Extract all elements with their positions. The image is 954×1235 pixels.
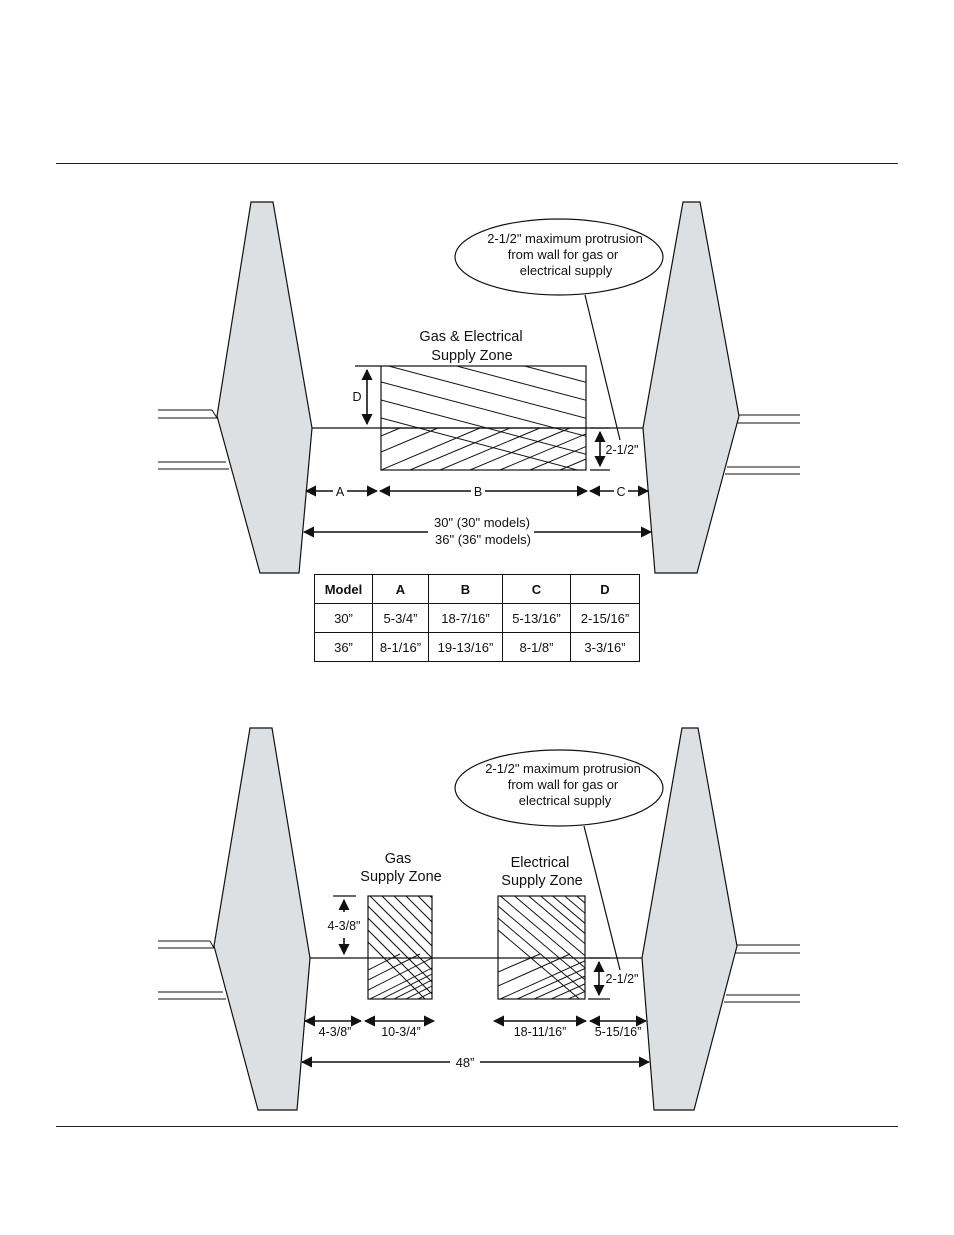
table-row	[315, 633, 640, 662]
dimensions-table	[314, 574, 640, 662]
elec-label-line-1: Electrical	[510, 855, 570, 871]
elec-label-line-2: Supply Zone	[501, 873, 583, 889]
table-header-row	[315, 575, 640, 604]
table-cell: 5-13/16”	[503, 604, 571, 633]
callout2-line-3: electrical supply	[518, 793, 612, 808]
table-cell: 19-13/16”	[429, 633, 503, 662]
dim-protrusion-label: 2-1/2"	[605, 443, 639, 457]
table-row	[315, 604, 640, 633]
right-wall-section	[643, 202, 739, 573]
dim-3-label: 18-11/16”	[513, 1025, 567, 1039]
dim-1-label: 4-3/8”	[318, 1025, 352, 1039]
dim-2-label: 10-3/4”	[381, 1025, 421, 1039]
table-cell: 30”	[315, 604, 373, 633]
overall-width-line-1: 30" (30" models)	[434, 515, 530, 530]
overall-width-label-2: 48”	[455, 1055, 475, 1070]
dim-c-label: C	[616, 485, 626, 499]
callout-line-2: from wall for gas or	[507, 247, 619, 262]
table-header: Model	[315, 575, 373, 604]
dim-protrusion-label-2: 2-1/2"	[605, 972, 639, 986]
table-cell: 36”	[315, 633, 373, 662]
gas-label-line-1: Gas	[384, 851, 412, 867]
table-header: C	[503, 575, 571, 604]
dim-height-label: 4-3/8"	[327, 919, 361, 933]
table-cell: 2-15/16”	[571, 604, 640, 633]
zone-label-line-1: Gas & Electrical	[419, 329, 523, 345]
callout-leader-2	[584, 826, 620, 970]
electrical-supply-zone	[498, 870, 668, 1008]
dim-a-label: A	[335, 485, 345, 499]
table-cell: 3-3/16”	[571, 633, 640, 662]
callout2-line-1: 2-1/2" maximum protrusion	[485, 761, 641, 776]
gas-label-line-2: Supply Zone	[360, 869, 442, 885]
table-header: D	[571, 575, 640, 604]
callout-line-1: 2-1/2" maximum protrusion	[487, 231, 643, 246]
diagram-2	[158, 728, 800, 1110]
callout-leader	[585, 295, 620, 440]
dim-4-label: 5-15/16”	[594, 1025, 642, 1039]
callout2-line-2: from wall for gas or	[507, 777, 619, 792]
callout-line-3: electrical supply	[519, 263, 613, 278]
left-wall-section-2	[214, 728, 310, 1110]
table-header: B	[429, 575, 503, 604]
table-cell: 8-1/8”	[503, 633, 571, 662]
dim-d-label: D	[352, 390, 362, 404]
overall-width-line-2: 36" (36" models)	[435, 532, 531, 547]
diagram-1	[158, 202, 800, 573]
gas-supply-zone	[368, 870, 516, 1014]
zone-label-line-2: Supply Zone	[431, 348, 513, 364]
dim-b-label: B	[473, 485, 483, 499]
right-wall-section-2	[642, 728, 737, 1110]
table-cell: 8-1/16”	[373, 633, 429, 662]
table-cell: 18-7/16”	[429, 604, 503, 633]
table-header: A	[373, 575, 429, 604]
left-wall-section	[217, 202, 312, 573]
table-cell: 5-3/4”	[373, 604, 429, 633]
